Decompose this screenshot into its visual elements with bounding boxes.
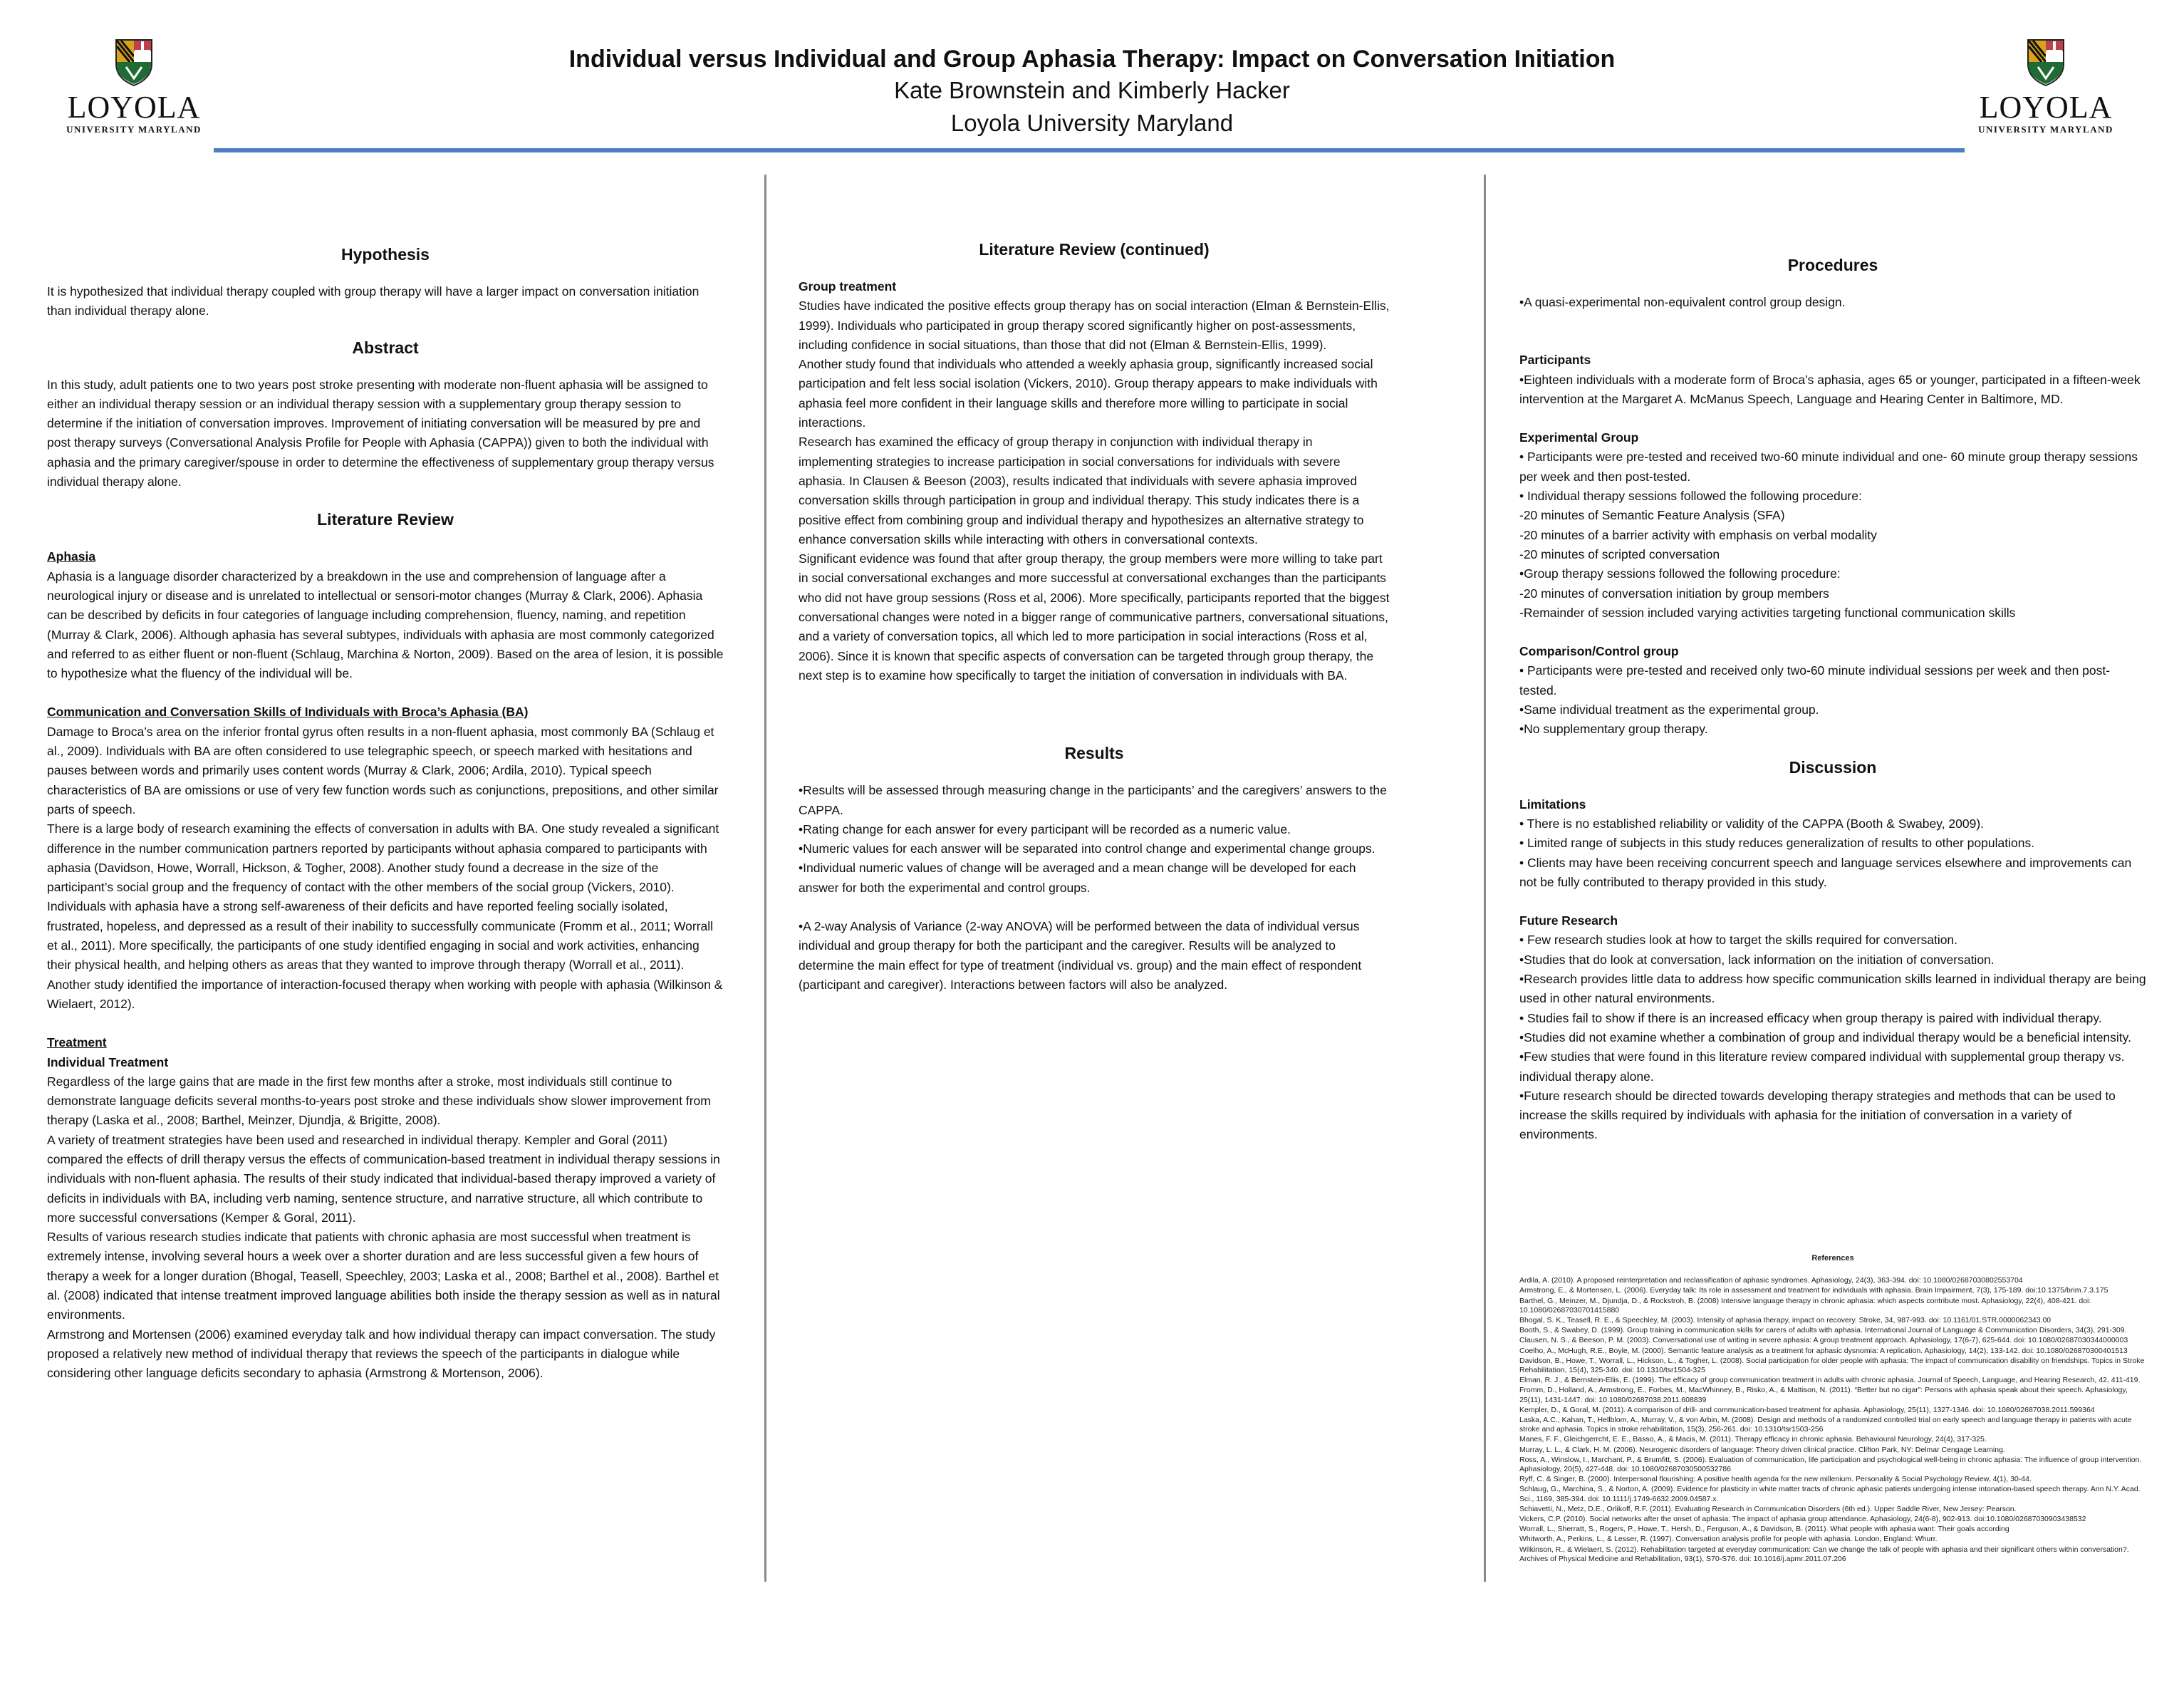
- experimental-line: -20 minutes of conversation initiation by group members: [1519, 586, 1829, 601]
- limitation-line: • There is no established reliability or validity of the CAPPA (Booth & Swabey, 2009).: [1519, 816, 1985, 831]
- reference-item: Kempler, D., & Goral, M. (2011). A comparison of drill- and communication-based treatment for aphasia. Aphasiology, 25(11), 1327-1346. doi: 10.1080/02687038.2011.599364: [1519, 1405, 2095, 1414]
- design-text: •A quasi-experimental non-equivalent control group design.: [1519, 295, 1846, 309]
- future-line: • Few research studies look at how to target the skills required for conversation.: [1519, 933, 1958, 948]
- poster-authors: Kate Brownstein and Kimberly Hacker: [894, 77, 1290, 103]
- reference-item: Schiavetti, N., Metz, D.E., Orlikoff, R.F. (2011). Evaluating Research in Communication Disorders (6th ed.). Upper Saddle River, New Jersey: Pearson.: [1519, 1504, 2017, 1513]
- reference-item: Davidson, B., Howe, T., Worrall, L., Hickson, L., & Togher, L. (2008). Social participation for older people with aphasia: The impact of communication disability on friendships. Topics in Stroke Rehabilitation, 15(4), 325-340. doi: 10.1310/tsr1504-325: [1519, 1356, 2145, 1375]
- lit-review-heading: Literature Review: [317, 510, 454, 529]
- reference-item: Ross, A., Winslow, I., Marchant, P., & Brumfitt, S. (2006). Evaluation of communication, life participation and psychological well-being in chronic aphasia: The influence of group intervention. Aphasiology, 20(5), 427-448. doi: 10.1080/02687030500532786: [1519, 1455, 2142, 1474]
- future-line: •Studies did not examine whether a combination of group and individual therapy would be a beneficial intensity.: [1519, 1030, 2131, 1044]
- results-bullet: •Individual numeric values of change will be averaged and a mean change will be developed for each answer for both the experimental and control groups.: [799, 861, 1356, 895]
- column-divider: [1484, 175, 1486, 1582]
- control-line: •No supplementary group therapy.: [1519, 722, 1708, 737]
- results-bullet: •A 2-way Analysis of Variance (2-way ANOVA) will be performed between the data of individual versus individual and group therapy for both the participant and the caregiver. Results will be analyzed to determine the main effect for type of treatment (individual vs. group) and the main effect of respondent (participant and caregiver). Interactions between factors will also be analyzed.: [799, 919, 1362, 992]
- experimental-line: -20 minutes of Semantic Feature Analysis (SFA): [1519, 508, 1785, 523]
- group-paragraph: Studies have indicated the positive effects group therapy has on social interaction (Elman & Bernstein-Ellis, 1999). Individuals who participated in group therapy scored significantly higher on post-assessments, including confidence in social situations, than those that did not (Elman & Bernstein-Ellis, 1999).: [799, 299, 1390, 352]
- group-treatment-subheading: Group treatment: [799, 279, 897, 294]
- comm-paragraph: There is a large body of research examining the effects of conversation in adults with BA. One study revealed a significant difference in the number communication partners reported by participants without aphasia compared to participants with aphasia (Davidson, Howe, Worrall, Hickson, & Togher, 2008). Another study found a decrease in the size of the participant’s social group and the frequency of contact with the other members of the social group (Vickers, 2010).: [47, 821, 719, 895]
- discussion-heading: Discussion: [1789, 757, 1877, 777]
- future-line: •Research provides little data to address how specific communication skills learned in individual therapy are being used in other natural environments.: [1519, 972, 2146, 1006]
- limitation-line: • Clients may have been receiving concurrent speech and language services elsewhere and improvements can not be fully contributed to therapy provided in this study.: [1519, 855, 2132, 889]
- header-rule: [214, 148, 1965, 152]
- group-paragraph: Research has examined the efficacy of group therapy in conjunction with individual therapy in implementing strategies to increase participation in social conversations for individuals with severe aphasia. In Clausen & Beeson (2003), results indicated that individuals with severe aphasia improved conversation skills through participation in group and individual therapy. This study indicates there is a positive effect from combining group and individual therapy and hypothesizes an alternative strategy to enhance conversation skills while interacting with others in conversational contexts.: [799, 435, 1364, 546]
- reference-item: Clausen, N. S., & Beeson, P. M. (2003). Conversational use of writing in severe aphasia: A group treatment approach. Aphasiology, 17(6-7), 625-644. doi: 10.1080/02687030344000003: [1519, 1336, 2128, 1345]
- poster-header: [427, 44, 1757, 138]
- reference-item: Laska, A.C., Kahan, T., Hellblom, A., Murray, V., & von Arbin, M. (2008). Design and methods of a randomized controlled trial on early speech and language therapy in patients with acute stroke and aphasia. Topics in stroke rehabilitation, 15(3), 256-261. doi: 10.1310/tsr1503-256: [1519, 1416, 2132, 1434]
- control-subheading: Comparison/Control group: [1519, 644, 1679, 659]
- reference-item: Coelho, A., McHugh, R.E., Boyle, M. (2000). Semantic feature analysis as a treatment for aphasic dysnomia: A replication. Aphasiology, 14(2), 133-142. doi: 10.1080/026870300401513: [1519, 1346, 2128, 1355]
- column-right: [1519, 253, 2146, 1145]
- future-line: •Few studies that were found in this literature review compared individual with supplemental group therapy vs. individual therapy alone.: [1519, 1049, 2125, 1084]
- experimental-line: • Participants were pre-tested and received two-60 minute individual and one- 60 minute group therapy sessions per week and then post-tested.: [1519, 450, 2138, 484]
- logo-wordmark: LOYOLA: [67, 90, 201, 125]
- reference-item: Schlaug, G., Marchina, S., & Norton, A. (2009). Evidence for plasticity in white matter tracts of chronic aphasic patients undergoing intense intonation-based speech therapy. Ann N.Y. Acad. Sci., 1169, 385-394. doi: 10.1111/j.1749-6632.2009.04587.x.: [1519, 1485, 2141, 1503]
- treatment-paragraph: Armstrong and Mortensen (2006) examined everyday talk and how individual therapy can impact conversation. The study proposed a relatively new method of individual therapy that reviews the speech of the participants in dialogue while considering other language deficits secondary to aphasia (Armstrong & Mortenson, 2006).: [47, 1327, 716, 1381]
- aphasia-subheading: Aphasia: [47, 549, 96, 564]
- results-bullet: •Rating change for each answer for every participant will be recorded as a numeric value.: [799, 821, 1291, 836]
- experimental-subheading: Experimental Group: [1519, 430, 1639, 445]
- abstract-heading: Abstract: [352, 338, 419, 357]
- references: [1519, 1254, 2146, 1565]
- reference-item: Fromm, D., Holland, A., Armstrong, E., Forbes, M., MacWhinney, B., Risko, A., & Mattison, N. (2011). “Better but no cigar”: Persons with aphasia speak about their speech. Aphasiology, 25(11), 1431-1447. doi: 10.1080/02687038.2011.608839: [1519, 1386, 2128, 1404]
- procedures-heading: Procedures: [1787, 256, 1878, 274]
- logo-subtext: UNIVERSITY MARYLAND: [66, 124, 202, 135]
- control-line: •Same individual treatment as the experimental group.: [1519, 703, 1819, 717]
- experimental-line: •Group therapy sessions followed the following procedure:: [1519, 566, 1841, 581]
- experimental-line: -20 minutes of scripted conversation: [1519, 546, 1720, 561]
- reference-item: Ardila, A. (2010). A proposed reinterpretation and reclassification of aphasic syndromes. Aphasiology, 24(3), 363-394. doi: 10.1080/02687030802553704: [1519, 1276, 2023, 1285]
- future-line: • Studies fail to show if there is an increased efficacy when group therapy is paired with individual therapy.: [1519, 1010, 2102, 1025]
- participants-subheading: Participants: [1519, 353, 1591, 368]
- logo-wordmark: LOYOLA: [1979, 90, 2113, 125]
- poster-affiliation: Loyola University Maryland: [950, 110, 1234, 136]
- participants-text: •Eighteen individuals with a moderate form of Broca’s aphasia, ages 65 or younger, participated in a fifteen-week intervention at the Margaret A. McManus Speech, Language and Hearing Center in Baltimore, MD.: [1519, 372, 2141, 406]
- loyola-logo-right: [1975, 36, 2117, 150]
- shield-crest-icon: [2022, 36, 2069, 87]
- reference-item: Bhogal, S. K., Teasell, R. E., & Speechley, M. (2003). Intensity of aphasia therapy, impact on recovery. Stroke, 34, 987-993. doi: 10.1161/01.STR.0000062343.00: [1519, 1316, 2052, 1325]
- column-left: [47, 242, 724, 1384]
- comm-paragraph: Individuals with aphasia have a strong self-awareness of their deficits and have reported feeling socially isolated, frustrated, hopeless, and depressed as a result of their inability to successfully communicate (Fromm et al., 2011; Worrall et al., 2011). More specifically, the participants of one study identified engaging in social and work activities, enhancing their physical health, and helping others as areas that they wanted to improve through therapy (Worrall et al., 2011). Another study identified the importance of interaction-focused therapy when working with people with aphasia (Wilkinson & Wielaert, 2012).: [47, 899, 723, 1011]
- lit-review-cont-heading: Literature Review (continued): [979, 240, 1210, 259]
- future-line: •Studies that do look at conversation, lack information on the initiation of conversation.: [1519, 952, 1995, 967]
- future-research-subheading: Future Research: [1519, 913, 1618, 928]
- reference-item: Wilkinson, R., & Wielaert, S. (2012). Rehabilitation targeted at everyday communication: Can we change the talk of people with aphasia and their significant others within conversation?. Archives of Physical Medicine and Rehabilitation, 93(1), S70-S76. doi: 10.1016/j.apmr.2011.07.206: [1519, 1545, 2129, 1563]
- references-heading: References: [1811, 1254, 1854, 1263]
- loyola-logo-left: [63, 36, 205, 150]
- reference-item: Armstrong, E., & Mortensen, L. (2006). Everyday talk: Its role in assessment and treatment for individuals with aphasia. Brain Impairment, 7(3), 175-189. doi:10.1375/brim.7.3.175: [1519, 1286, 2108, 1295]
- hypothesis-text: It is hypothesized that individual therapy coupled with group therapy will have a larger impact on conversation initiation than individual therapy alone.: [47, 284, 700, 318]
- hypothesis-heading: Hypothesis: [341, 245, 430, 264]
- group-paragraph: Another study found that individuals who attended a weekly aphasia group, significantly increased social participation and felt less social isolation (Vickers, 2010). Group therapy appears to make individuals with aphasia feel more confident in their language skills and therefore more willing to participate in social interactions.: [799, 357, 1378, 430]
- treatment-paragraph: Regardless of the large gains that are made in the first few months after a stroke, most individuals still continue to demonstrate language deficits several months-to-years post stroke and these individuals show slower improvement from therapy (Laska et al., 2008; Barthel, Meinzer, Djundja, & Brigitte, 2008).: [47, 1074, 711, 1128]
- experimental-line: -Remainder of session included varying activities targeting functional communication skills: [1519, 605, 2016, 620]
- reference-item: Elman, R. J., & Bernstein-Ellis, E. (1999). The efficacy of group communication treatment in adults with chronic aphasia. Journal of Speech, Language, and Hearing Research, 42, 411-419.: [1519, 1376, 2141, 1385]
- comm-paragraph: Damage to Broca’s area on the inferior frontal gyrus often results in a non-fluent aphasia, most commonly BA (Schlaug et al., 2009). Individuals with BA are often considered to use telegraphic speech, or speech marked with hesitations and pauses between words and primarily uses content words (Murray & Clark, 2006; Ardila, 2010). Typical speech characteristics of BA are omissions or use of very few function words such as conjunctions, prepositions, and other similar parts of speech.: [47, 724, 719, 817]
- comm-subheading: Communication and Conversation Skills of Individuals with Broca’s Aphasia (BA): [47, 705, 529, 720]
- future-line: •Future research should be directed towards developing therapy strategies and methods that can be used to increase the skills required by individuals with aphasia for the initiation of conversation in a variety of environments.: [1519, 1088, 2116, 1142]
- shield-crest-icon: [110, 36, 157, 87]
- reference-item: Murray, L. L., & Clark, H. M. (2006). Neurogenic disorders of language: Theory driven clinical practice. Clifton Park, NY: Delmar Cengage Learning.: [1519, 1445, 2005, 1454]
- reference-item: Booth, S., & Swabey, D. (1999). Group training in communication skills for carers of adults with aphasia. International Journal of Language & Communication Disorders, 34(3), 291-309.: [1519, 1326, 2127, 1335]
- reference-item: Worrall, L., Sherratt, S., Rogers, P., Howe, T., Hersh, D., Ferguson, A., & Davidson, B. (2011). What people with aphasia want: Their goals according: [1519, 1525, 2009, 1534]
- reference-item: Ryff, C. & Singer, B. (2000). Interpersonal flourishing: A positive health agenda for the new millenium. Personality & Social Psychology Review, 4(1), 30-44.: [1519, 1475, 2032, 1484]
- results-heading: Results: [1064, 744, 1124, 763]
- group-paragraph: Significant evidence was found that after group therapy, the group members were more willing to take part in social conversational exchanges and more successful at conversational exchanges than the participants who did not have group sessions (Ross et al, 2006). More specifically, participants reported that the biggest conversational changes were noted in a bigger range of communicative partners, conversational situations, and a variety of conversation topics, all which led to more participation in social interactions (Ross et al, 2006). Since it is known that specific aspects of conversation can be targeted through group therapy, the next step is to examine how specifically to target the initiation of conversation in individuals with BA.: [799, 551, 1390, 683]
- logo-subtext: UNIVERSITY MARYLAND: [1978, 124, 2113, 135]
- treatment-paragraph: A variety of treatment strategies have been used and researched in individual therapy. Kempler and Goral (2011) compared the effects of drill therapy versus the effects of communication-based treatment in individual therapy sessions in individuals with non-fluent aphasia. The results of their study indicated that individual-based therapy improved a variety of deficits in individuals with BA, including verb naming, sentence structure, and narrative structure, all which contribute to more successful conversations (Kemper & Goral, 2011).: [47, 1132, 720, 1225]
- column-middle: [799, 237, 1390, 995]
- reference-item: Vickers, C.P. (2010). Social networks after the onset of aphasia: The impact of aphasia group attendance. Aphasiology, 24(6-8), 902-913. doi:10.1080/02687030903438532: [1519, 1515, 2086, 1524]
- abstract-text: In this study, adult patients one to two years post stroke presenting with moderate non-fluent aphasia will be assigned to either an individual therapy session or an individual therapy session with a supplementary group therapy session to determine if the initiation of conversation improves. Improvement of initiating conversation will be measured by pre and post therapy surveys (Conversational Analysis Profile for People with Aphasia (CAPPA)) given to both the individual with aphasia and the primary caregiver/spouse in order to determine the effectiveness of supplementary group therapy versus individual therapy alone.: [47, 377, 714, 489]
- limitation-line: • Limited range of subjects in this study reduces generalization of results to other populations.: [1519, 836, 2035, 851]
- experimental-line: • Individual therapy sessions followed the following procedure:: [1519, 489, 1862, 504]
- reference-item: Whitworth, A., Perkins, L., & Lesser, R. (1997). Conversation analysis profile for people with aphasia. London, England: Whurr.: [1519, 1535, 1938, 1544]
- individual-treatment-subheading: Individual Treatment: [47, 1054, 169, 1069]
- treatment-subheading: Treatment: [47, 1035, 107, 1050]
- column-divider: [764, 175, 766, 1582]
- experimental-line: -20 minutes of a barrier activity with emphasis on verbal modality: [1519, 527, 1877, 542]
- results-bullet: •Results will be assessed through measuring change in the participants’ and the caregivers’ answers to the CAPPA.: [799, 783, 1387, 817]
- poster-title: Individual versus Individual and Group Aphasia Therapy: Impact on Conversation Initiation: [568, 46, 1616, 73]
- control-line: • Participants were pre-tested and received only two-60 minute individual sessions per week and then post-tested.: [1519, 663, 2111, 698]
- reference-item: Barthel, G., Meinzer, M., Djundja, D., & Rockstroh, B. (2008) Intensive language therapy in chronic aphasia: which aspects contribute most. Aphasiology, 22(4), 408-421. doi: 10.1080/02687030701415880: [1519, 1296, 2091, 1315]
- treatment-paragraph: Results of various research studies indicate that patients with chronic aphasia are most successful when treatment is extremely intense, involving several hours a week over a shorter duration and are less successful given a few hours of therapy a week for a longer duration (Bhogal, Teasell, Speechley, 2003; Laska et al., 2008; Barthel et al., 2008). Barthel et al. (2008) indicated that intense treatment improved language abilities both inside the therapy session as well as in natural environments.: [47, 1230, 720, 1322]
- limitations-subheading: Limitations: [1519, 797, 1586, 812]
- results-bullet: •Numeric values for each answer will be separated into control change and experimental change groups.: [799, 841, 1376, 856]
- reference-item: Manes, F. F., Gleichgerrcht, E. E., Basso, A., & Macis, M. (2011). Therapy efficacy in chronic aphasia. Behavioural Neurology, 24(4), 317-325.: [1519, 1435, 1987, 1444]
- aphasia-text: Aphasia is a language disorder characterized by a breakdown in the use and comprehension of language after a neurological injury or disease and is unrelated to intellectual or sensori-motor changes (Murray & Clark, 2006). Aphasia can be described by deficits in four categories of language including comprehension, fluency, naming, and repetition (Murray & Clark, 2006). Although aphasia has several subtypes, individuals with aphasia are most commonly categorized and referred to as either fluent or non-fluent (Schlaug, Marchina & Norton, 2009). Based on the area of lesion, it is possible to hypothesize what the fluency of the individual will be.: [47, 569, 724, 681]
